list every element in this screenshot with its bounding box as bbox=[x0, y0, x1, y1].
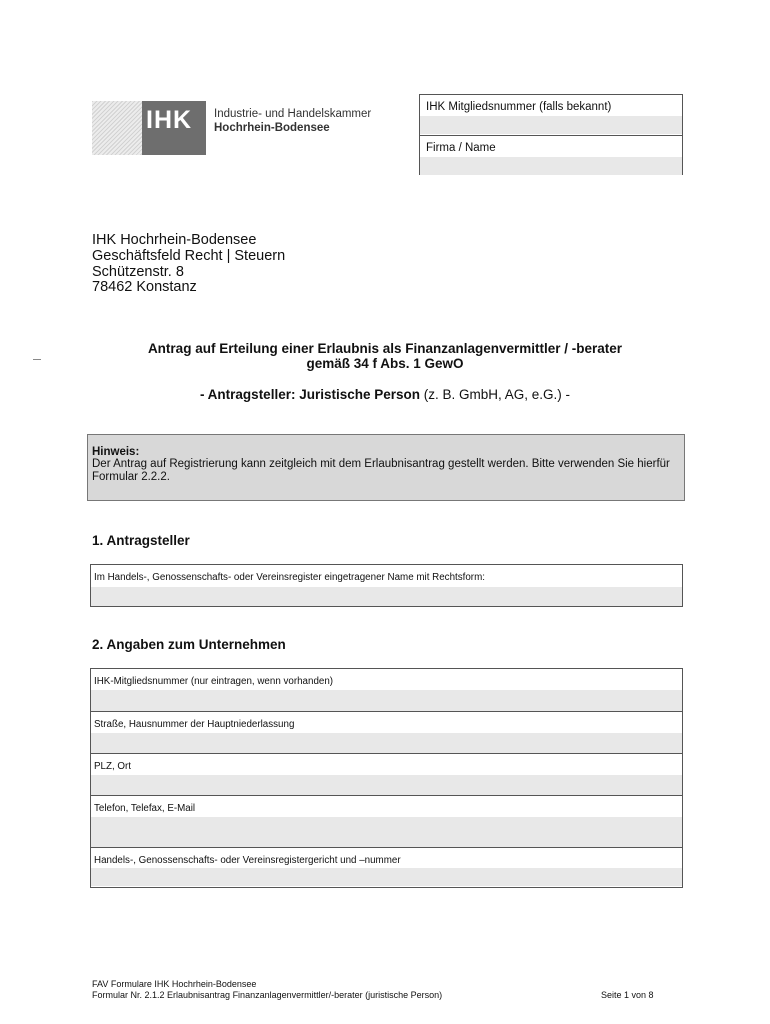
address-line: Geschäftsfeld Recht | Steuern bbox=[92, 247, 286, 264]
form-row bbox=[91, 565, 682, 606]
footer-line-2: Formular Nr. 2.1.2 Erlaubnisantrag Finanzanlagenvermittler/-berater (juristische Person) bbox=[92, 989, 443, 1000]
hint-title: Hinweis: bbox=[92, 446, 140, 458]
register-court-label: Handels-, Genossenschafts- oder Vereinsregistergericht und –nummer bbox=[94, 855, 401, 866]
registered-name-label: Im Handels-, Genossenschafts- oder Vereinsregister eingetragener Name mit Rechtsform: bbox=[94, 572, 485, 583]
zip-city-label: PLZ, Ort bbox=[94, 761, 132, 772]
member-number-company-label: IHK-Mitgliedsnummer (nur eintragen, wenn vorhanden) bbox=[94, 676, 334, 687]
section-heading-applicant: 1. Antragsteller bbox=[92, 533, 190, 548]
member-number-field[interactable] bbox=[420, 116, 682, 134]
page-number: Seite 1 von 8 bbox=[601, 990, 654, 1000]
street-field[interactable] bbox=[91, 733, 682, 753]
contact-label: Telefon, Telefax, E-Mail bbox=[94, 803, 196, 814]
form-row bbox=[91, 669, 682, 711]
document-title-legal-basis: gemäß 34 f Abs. 1 GewO bbox=[306, 356, 464, 371]
footer-line-1: FAV Formulare IHK Hochrhein-Bodensee bbox=[92, 979, 257, 989]
section-heading-company: 2. Angaben zum Unternehmen bbox=[92, 637, 286, 652]
hint-text: Der Antrag auf Registrierung kann zeitgleich mit dem Erlaubnisantrag gestellt werden. Bitte verwenden Sie hierfür Formular 2.2.2. bbox=[92, 458, 670, 483]
street-label: Straße, Hausnummer der Hauptniederlassung bbox=[94, 719, 295, 730]
applicant-type bbox=[0, 387, 770, 402]
member-info-box bbox=[419, 94, 683, 175]
company-name-field[interactable] bbox=[420, 157, 682, 175]
address-line: 78462 Konstanz bbox=[92, 279, 197, 296]
applicant-form-box bbox=[90, 564, 683, 607]
divider bbox=[420, 135, 682, 136]
applicant-type-examples: (z. B. GmbH, AG, e.G.) - bbox=[420, 387, 571, 402]
applicant-type-bold: - Antragsteller: Juristische Person bbox=[199, 387, 421, 402]
address-line: IHK Hochrhein-Bodensee bbox=[92, 232, 257, 248]
register-court-field[interactable] bbox=[91, 868, 682, 886]
registered-name-field[interactable] bbox=[91, 587, 682, 606]
recipient-address bbox=[92, 233, 285, 296]
document-title: Antrag auf Erteilung einer Erlaubnis als Finanzanlagenvermittler / -berater bbox=[147, 341, 623, 356]
logo-mark: IHK bbox=[146, 106, 193, 134]
address-line: Schützenstr. 8 bbox=[92, 263, 184, 280]
member-number-label: IHK Mitgliedsnummer (falls bekannt) bbox=[426, 101, 612, 113]
form-row bbox=[91, 847, 682, 886]
page-footer bbox=[92, 979, 442, 1000]
form-row bbox=[91, 711, 682, 753]
contact-field[interactable] bbox=[91, 817, 682, 847]
logo-line-1: Industrie- und Handelskammer bbox=[214, 108, 372, 120]
logo-line-2: Hochrhein-Bodensee bbox=[214, 122, 330, 134]
company-form-box bbox=[90, 668, 683, 888]
company-name-label: Firma / Name bbox=[426, 142, 496, 154]
form-row bbox=[91, 795, 682, 847]
hint-box bbox=[87, 434, 685, 501]
form-row bbox=[91, 753, 682, 795]
member-number-company-field[interactable] bbox=[91, 690, 682, 711]
zip-city-field[interactable] bbox=[91, 775, 682, 795]
ihk-logo bbox=[92, 101, 372, 155]
